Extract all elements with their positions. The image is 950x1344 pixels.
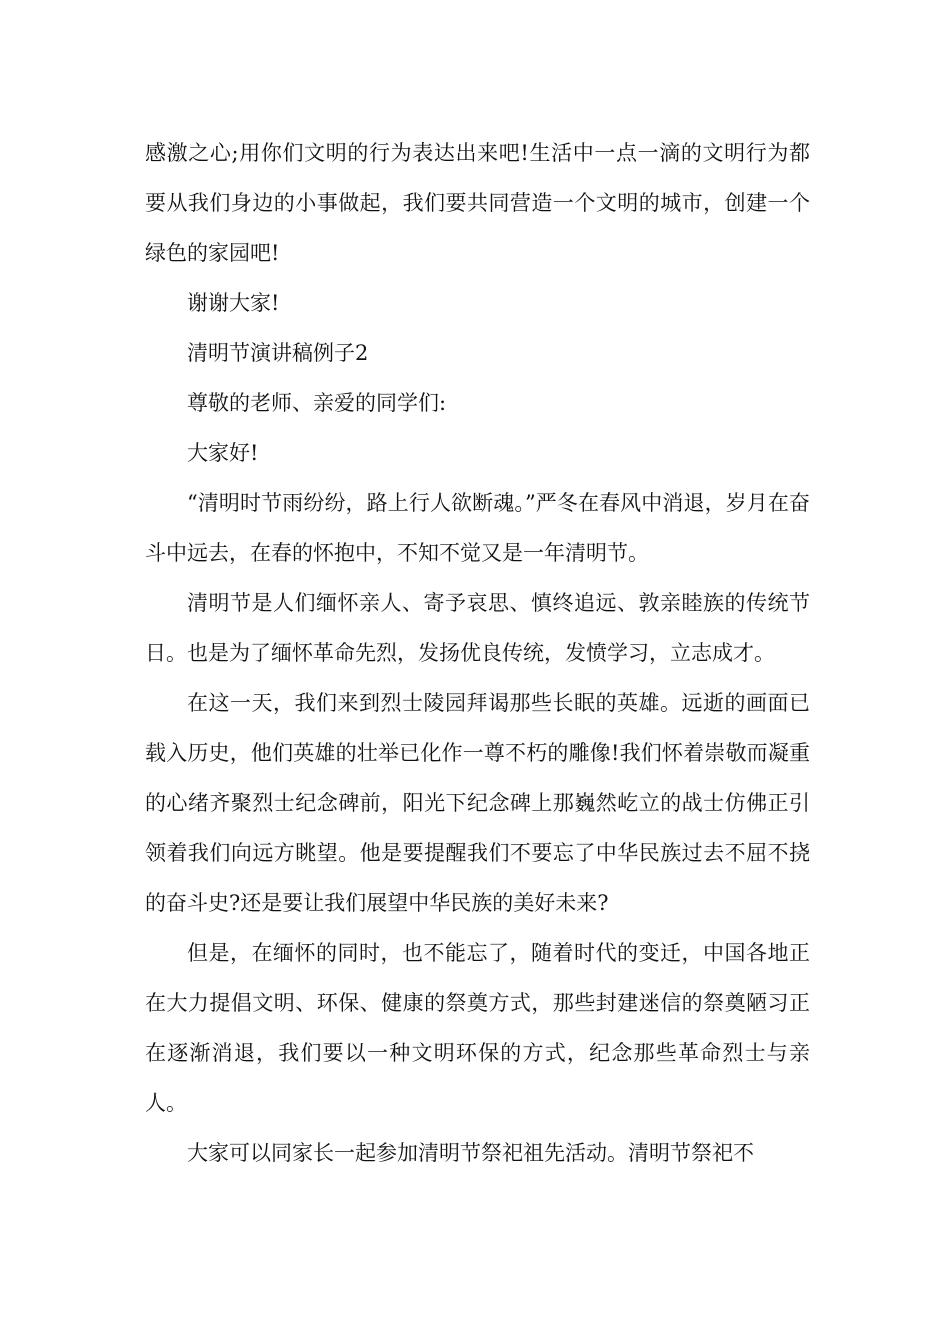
paragraph-festival-meaning: 清明节是人们缅怀亲人、寄予哀思、慎终追远、敦亲睦族的传统节日。也是为了缅怀革命先烈，发扬优良传统，发愤学习，立志成才。: [145, 591, 810, 665]
paragraph-civilized-worship: 但是，在缅怀的同时，也不能忘了，随着时代的变迁，中国各地正在大力提倡文明、环保、健康的祭奠方式，那些封建迷信的祭奠陋习正在逐渐消退，我们要以一种文明环保的方式，纪念那些革命烈士与亲人。: [145, 941, 810, 1115]
paragraph-thanks: 谢谢大家!: [187, 291, 280, 315]
paragraph-family-activity: 大家可以同家长一起参加清明节祭祀祖先活动。清明节祭祀不: [187, 1141, 754, 1165]
paragraph-martyrs-cemetery: 在这一天，我们来到烈士陵园拜谒那些长眠的英雄。远逝的画面已载入历史，他们英雄的壮举已化作一尊不朽的雕像!我们怀着崇敬而凝重的心绪齐聚烈士纪念碑前，阳光下纪念碑上那巍然屹立的战士仿佛正引领着我们向远方眺望。他是要提醒我们不要忘了中华民族过去不屈不挠的奋斗史?还是要让我们展望中华民族的美好未来?: [145, 691, 810, 915]
section-title: 清明节演讲稿例子2: [187, 341, 369, 365]
paragraph-poem-intro: “清明时节雨纷纷，路上行人欲断魂。”严冬在春风中消退，岁月在奋斗中远去，在春的怀抱中，不知不觉又是一年清明节。: [145, 491, 810, 565]
paragraph-greeting: 大家好!: [187, 441, 259, 465]
paragraph-salutation: 尊敬的老师、亲爱的同学们:: [187, 391, 447, 415]
document-body: [145, 128, 810, 1178]
paragraph-continuation: 感激之心;用你们文明的行为表达出来吧!生活中一点一滴的文明行为都要从我们身边的小事做起，我们要共同营造一个文明的城市，创建一个绿色的家园吧!: [145, 141, 810, 265]
